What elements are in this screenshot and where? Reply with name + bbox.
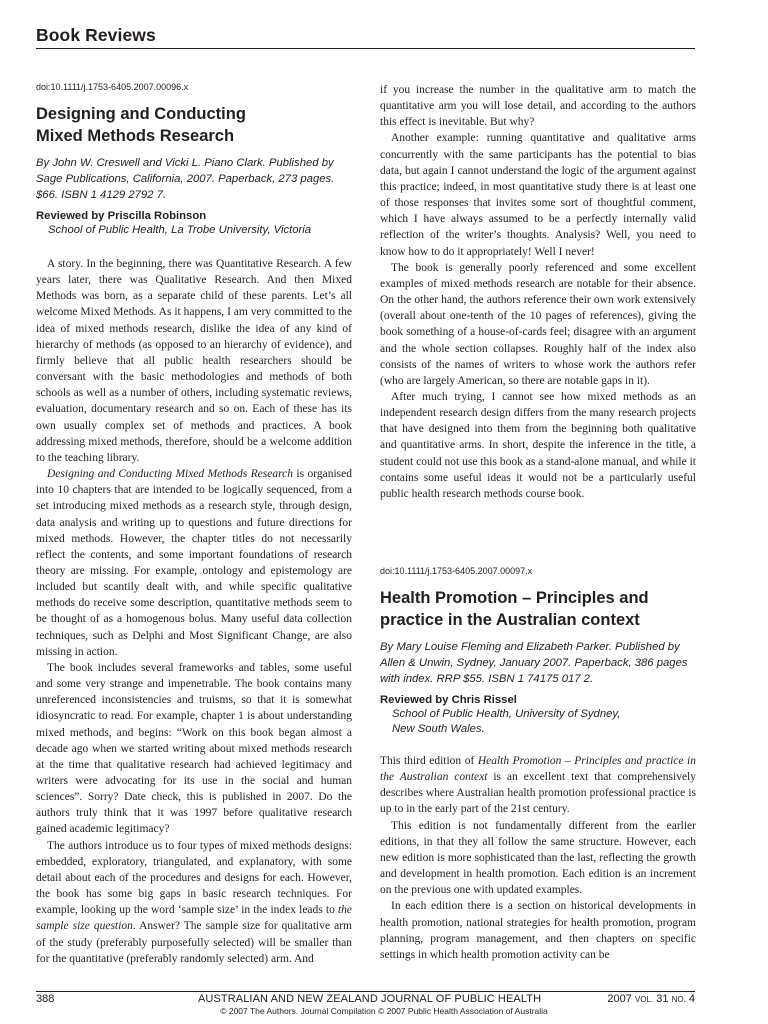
review1-affiliation: School of Public Health, La Trobe University, Victoria: [48, 224, 312, 236]
review1-reviewer: Reviewed by Priscilla Robinson: [36, 210, 207, 222]
review2: [380, 566, 696, 963]
review1-title: [36, 103, 352, 147]
review2-paragraph: This edition is not fundamentally different from the earlier editions, in that they all follow the same structure. However, each new edition is more sophisticated than the last, reflecting the growth and development in health promotion. Each edition is an increment on the previous one with updated examples.: [380, 819, 696, 897]
page-number: 388: [36, 993, 55, 1005]
review1-continued-body: [380, 82, 696, 502]
book-title-italic: Designing and Conducting Mixed Methods Research: [47, 468, 293, 481]
review2-paragraph: In each edition there is a section on historical developments in health promotion, national strategies for health promotion, program planning, program management, and then chapters on specific settings in which health promotion activity can be: [380, 900, 696, 961]
review1-paragraph: The authors introduce us to four types of mixed methods designs: embedded, exploratory, triangulated, and explanatory, with some detail about each of the procedures and designs for each. However, the book has some big gaps in basic research techniques. For example, looking up the word ‘sample size’ in the index leads to the sample size question. Answer? The sample size for qualitative arm of the study (preferably purposefully selected) will be smaller than for the quantitative (preferably randomly selected) arm. And: [36, 839, 352, 965]
review1-paragraph: The book is generally poorly referenced and some excellent examples of mixed methods research are notable for their absence. On the other hand, the authors reference their own work extensively (overall about one-tenth of the 10 pages of references), giving the book something of a house-of-cards feel; disagree with an argument and the whole section collapses. Roughly half of the index also consists of the names of writers to whose work the authors refer (who are largely American, so there are notable gaps in it).: [380, 261, 696, 387]
review1-paragraph: A story. In the beginning, there was Quantitative Research. A few years later, there was Qualitative Research. And then Mixed Methods was born, as a separate child of these parents. Let’s all welcome Mixed Methods. As it happens, I am very committed to the idea of mixed methods research, dislike the idea of any kind of hierarchy of methods (as opposed to an hierarchy of evidence), and firmly believe that all public health researchers should be conversant with the basic methodologies and methods of both schools as well as a number of others, including systematic reviews, evaluation, documentary research and so on. Each of these has its own usually complex set of methods and practices. A book addressing mixed methods, therefore, should be a welcome addition to the teaching library.: [36, 258, 352, 464]
section-heading: Book Reviews: [36, 25, 156, 45]
review2-affiliation: School of Public Health, University of Sydney, New South Wales.: [392, 708, 621, 735]
review1-title-line2: Mixed Methods Research: [36, 127, 235, 145]
review1-byline: By John W. Creswell and Vicki L. Piano Clark. Published by Sage Publications, California, 2007. Paperback, 273 pages. $66. ISBN 1 4129 2792 7.: [36, 157, 335, 201]
bottom-rule: [36, 991, 695, 992]
right-column: [380, 82, 696, 502]
left-column: [36, 82, 352, 967]
review1-paragraph: Designing and Conducting Mixed Methods Research is organised into 10 chapters that are intended to be logically sequenced, from a set introducing mixed methods as a research style, through design, data analysis and writing up to questions and future directions for mixed methods. However, the chapter titles do not necessarily reflect the contents, and some important foundations of research theory are missing. For example, ontology and epistemology are included but scantily dealt with, and while specific qualitative methods do receive some description, quantitative methods seem to be thought of as a homogenous bolus. Many useful data collection techniques, such as Delphi and Most Significant Change, are also missing in action.: [36, 468, 353, 658]
copyright-line: © 2007 The Authors. Journal Compilation © 2007 Public Health Association of Australia: [220, 1006, 548, 1016]
review2-doi: doi:10.1111/j.1753-6405.2007.00097.x: [380, 566, 533, 576]
book-title-italic: Health Promotion – Principles and practice in the Australian context: [380, 755, 696, 784]
review1-paragraph: The book includes several frameworks and tables, some useful and some very strange and impenetrable. The book contains many unreferenced inconsistencies and truisms, so that it is somewhat idiosyncratic to read. For example, chapter 1 is about understanding mixed methods, and begins: “Work on this book began almost a decade ago when we started writing about mixed methods research at the time that qualitative research had achieved legitimacy and writers were advocating for its use in the social and human sciences”. Sorry? Date check, this is published in 2007. Do the authors truly think that it was 1997 before qualitative research gained academic legitimacy?: [36, 661, 352, 836]
review2-body: [380, 753, 696, 963]
review2-title-line2: practice in the Australian context: [380, 611, 640, 629]
volume-issue: 2007 VOL. 31 NO. 4: [607, 993, 695, 1005]
review2-title: [380, 587, 696, 631]
journal-name: AUSTRALIAN AND NEW ZEALAND JOURNAL OF PUBLIC HEALTH: [198, 993, 542, 1005]
review2-paragraph: This third edition of Health Promotion – Principles and practice in the Australian context is an excellent text that comprehensively describes where Australian health promotion professional practice is up to in the early part of the 21st century.: [380, 755, 696, 816]
review1-doi: doi:10.1111/j.1753-6405.2007.00096.x: [36, 82, 189, 92]
review1-title-line1: Designing and Conducting: [36, 105, 246, 123]
review1-paragraph: if you increase the number in the qualitative arm to match the quantitative arm you will lose detail, and according to the authors this effect is inevitable. But why?: [380, 84, 696, 129]
review2-reviewer: Reviewed by Chris Rissel: [380, 694, 517, 706]
index-entry-italic: the sample size question: [36, 904, 352, 933]
review1-paragraph: Another example: running quantitative and qualitative arms concurrently with the same participants has the potential to bias data, but again I cannot understand the logic of the argument against this practice; indeed, in most quantitative study there is at least one of those responses that invites some sort of thoughtful comment, which I have always assumed to be a perfectly internally valid reflection of the writer’s thoughts. Analysis? Well, you need to know how to do it appropriately! Well I never!: [380, 132, 696, 258]
top-rule: [36, 48, 695, 49]
review2-byline: By Mary Louise Fleming and Elizabeth Parker. Published by Allen & Unwin, Sydney, January 2007. Paperback, 386 pages with index. RRP $55. ISBN 1 74175 017 2.: [380, 641, 688, 685]
review1-paragraph: After much trying, I cannot see how mixed methods as an independent research design differs from the many research projects that have designed into them from the beginning both qualitative and quantitative arms. In short, despite the inference in the title, a student could not use this book as a stand-alone manual, and while it contains some useful ideas it would not be a particularly useful public health research methods course book.: [380, 390, 696, 500]
review2-title-line1: Health Promotion – Principles and: [380, 589, 649, 607]
review1-body: [36, 256, 352, 967]
